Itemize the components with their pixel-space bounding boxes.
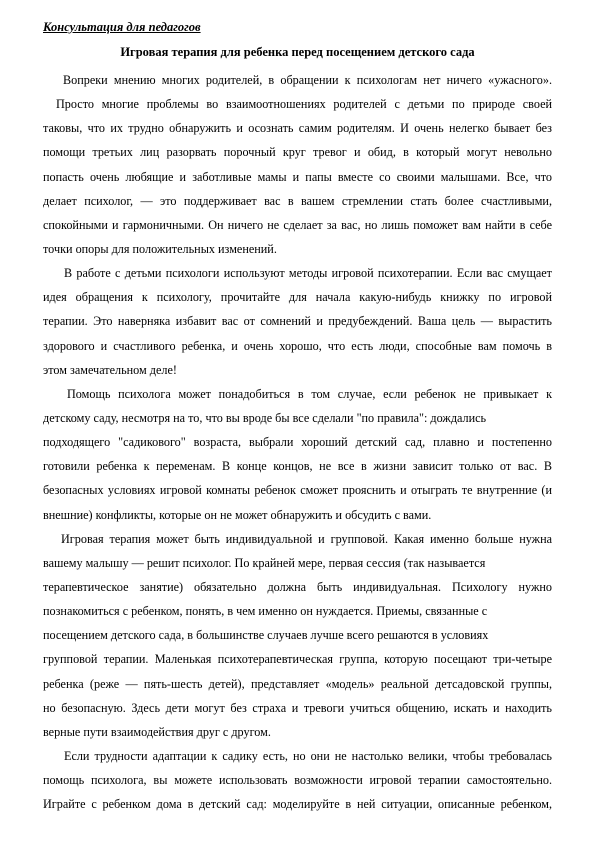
body-line <box>43 454 560 478</box>
body-line <box>43 599 560 623</box>
body-line <box>43 430 560 454</box>
body-line-text: Играйте с ребенком дома в детский сад: моделируйте в ней ситуации, описанные ребенком, <box>43 797 552 812</box>
body-line <box>43 527 560 551</box>
body-line-text: Игровая терапия может быть индивидуальной и групповой. Какая именно больше нужна <box>61 531 552 546</box>
body-line <box>43 140 560 164</box>
consultation-heading: Консультация для педагогов <box>43 20 201 34</box>
body-line <box>43 768 560 792</box>
body-line <box>43 503 560 527</box>
body-line-text: В работе с детьми психологи используют методы игровой психотерапии. Если вас смущает <box>64 266 552 281</box>
body-line <box>43 623 560 647</box>
body-line <box>43 744 560 768</box>
body-line <box>43 478 560 502</box>
body-line-text: Помощь психолога может понадобиться в том случае, если ребенок не привыкает к <box>67 386 552 401</box>
body-line <box>43 116 560 140</box>
body-line <box>43 189 560 213</box>
body-line-text: точки опоры для положительных изменений. <box>43 241 277 256</box>
body-line-text: помощи третьих лиц разорвать порочный круг тревог и обид, в который могут невольно <box>43 145 552 160</box>
body-line <box>43 285 560 309</box>
body-line <box>43 406 560 430</box>
body-line <box>43 261 560 285</box>
body-line-text: внешние) конфликты, которые он не может обнаружить и обсудить с вами. <box>43 507 432 522</box>
body-line-text: посещением детского сада, в большинстве случаев лучше всего решаются в условиях <box>43 628 489 643</box>
body-line <box>43 358 560 382</box>
body-line-text: безопасных условиях игровой комнаты ребенок сможет прояснить и отыграть те внутренние (и <box>43 483 552 498</box>
body-line-text: терапии. Это наверняка избавит вас от сомнений и предубеждений. Ваша цель — вырастить <box>43 314 552 329</box>
body-line <box>43 792 560 816</box>
article-body <box>43 68 560 816</box>
body-line-text: но безопасную. Здесь дети могут без страха и тревоги учиться общению, искать и находить <box>43 700 552 715</box>
body-line <box>43 551 560 575</box>
body-line-text: познакомиться с ребенком, понять, в чем именно он нуждается. Приемы, связанные с <box>43 604 488 619</box>
body-line <box>43 672 560 696</box>
body-line-text: верные пути взаимодействия друг с другом. <box>43 724 271 739</box>
body-line <box>43 68 560 92</box>
body-line-text: спокойными и гармоничными. Он ничего не сделает за вас, но лишь поможет вам найти в себе <box>43 217 552 232</box>
body-line-text: попасть очень любящие и заботливые мамы и папы вместе со своими малышами. Все, что <box>43 169 552 184</box>
body-line-text: групповой терапии. Маленькая психотерапевтическая группа, которую посещают три-четыре <box>43 652 552 667</box>
body-line-text: делает психолог, — это поддерживает вас в вашем стремлении стать более счастливыми, <box>43 193 552 208</box>
body-line <box>43 213 560 237</box>
body-line-text: помощь психолога, вы можете использовать возможности игровой терапии самостоятельно. <box>43 773 552 788</box>
body-line-text: детскому саду, несмотря на то, что вы вроде бы все сделали "по правила": дождались <box>43 410 487 425</box>
body-line-text: Если трудности адаптации к садику есть, но они не настолько велики, чтобы требовалась <box>64 748 552 763</box>
body-line-text: вашему малышу — решит психолог. По крайней мере, первая сессия (так называется <box>43 555 486 570</box>
body-line-text: здорового и счастливого ребенка, и очень хорошо, что есть люди, способные вам помочь в <box>43 338 552 353</box>
body-line-text: ребенка (реже — пять-шесть детей), представляет «модель» реальной детсадовской группы, <box>43 676 552 691</box>
body-line <box>43 575 560 599</box>
body-line-text: таковы, что их трудно обнаружить и осознать самим родителям. И очень нелегко бывает без <box>43 121 552 136</box>
body-line <box>43 382 560 406</box>
body-line-text: подходящего "садикового" возраста, выбрали хороший детский сад, плавно и постепенно <box>43 435 552 450</box>
body-line <box>43 309 560 333</box>
body-line-text: этом замечательном деле! <box>43 362 177 377</box>
body-line-text: Просто многие проблемы во взаимоотношениях родителей с детьми по природе своей <box>56 97 552 112</box>
article-title: Игровая терапия для ребенка перед посещением детского сада <box>120 45 475 59</box>
body-line-text: идея обращения к психологу, прочитайте для начала какую-нибудь книжку по игровой <box>43 290 552 305</box>
body-line <box>43 720 560 744</box>
body-line <box>43 237 560 261</box>
body-line-text: терапевтическое занятие) обязательно должна быть индивидуальная. Психологу нужно <box>43 579 552 594</box>
body-line <box>43 696 560 720</box>
body-line <box>43 92 560 116</box>
body-line-text: Вопреки мнению многих родителей, в обращении к психологам нет ничего «ужасного». <box>63 73 552 87</box>
body-line <box>43 647 560 671</box>
body-line <box>43 165 560 189</box>
body-line-text: готовили ребенка к переменам. В конце концов, не все в жизни зависит только от вас. В <box>43 459 552 474</box>
body-line <box>43 334 560 358</box>
